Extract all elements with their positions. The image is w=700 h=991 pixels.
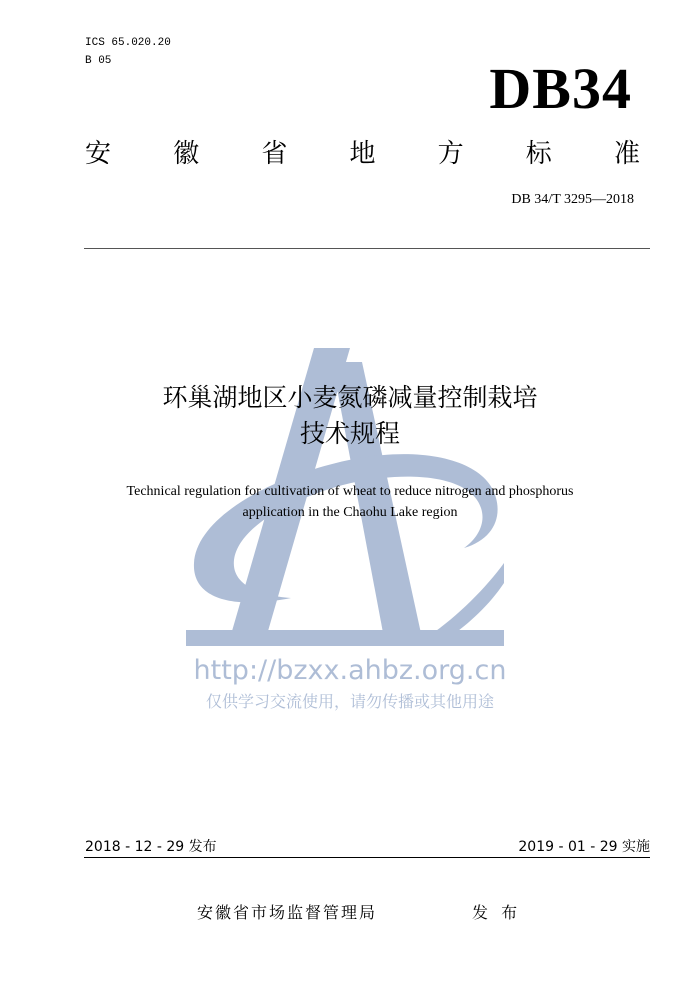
ics-code: ICS 65.020.20 <box>85 37 171 49</box>
standard-type-char: 安 <box>85 139 112 169</box>
standard-number: DB 34/T 3295—2018 <box>511 192 634 207</box>
header-divider <box>84 248 650 249</box>
standard-type-char: 地 <box>349 139 376 169</box>
footer-divider <box>84 857 650 858</box>
standard-type-char: 方 <box>437 139 464 169</box>
chinese-title <box>0 380 700 452</box>
implementation-date: 2019 - 01 - 29 实施 <box>518 839 650 855</box>
standard-type-char: 标 <box>525 139 552 169</box>
english-title <box>0 481 700 523</box>
classification-code: B 05 <box>85 55 112 67</box>
standard-type-char: 徽 <box>173 139 200 169</box>
standard-type-char: 省 <box>261 139 288 169</box>
chinese-title-line: 技术规程 <box>299 419 400 448</box>
standard-type-heading <box>85 138 640 170</box>
publish-label: 发 布 <box>472 903 522 922</box>
standard-code-logo: DB34 <box>489 56 632 121</box>
publisher-name: 安徽省市场监督管理局 <box>197 903 378 922</box>
issue-date: 2018 - 12 - 29 发布 <box>85 839 217 855</box>
english-title-line: Technical regulation for cultivation of wheat to reduce nitrogen and phosphorus <box>126 484 574 499</box>
english-title-line: application in the Chaohu Lake region <box>242 505 458 520</box>
watermark-url: http://bzxx.ahbz.org.cn <box>193 655 507 686</box>
watermark-note: 仅供学习交流使用，请勿传播或其他用途 <box>205 692 494 711</box>
chinese-title-line: 环巢湖地区小麦氮磷减量控制栽培 <box>162 383 538 412</box>
standard-type-char: 准 <box>613 139 640 169</box>
